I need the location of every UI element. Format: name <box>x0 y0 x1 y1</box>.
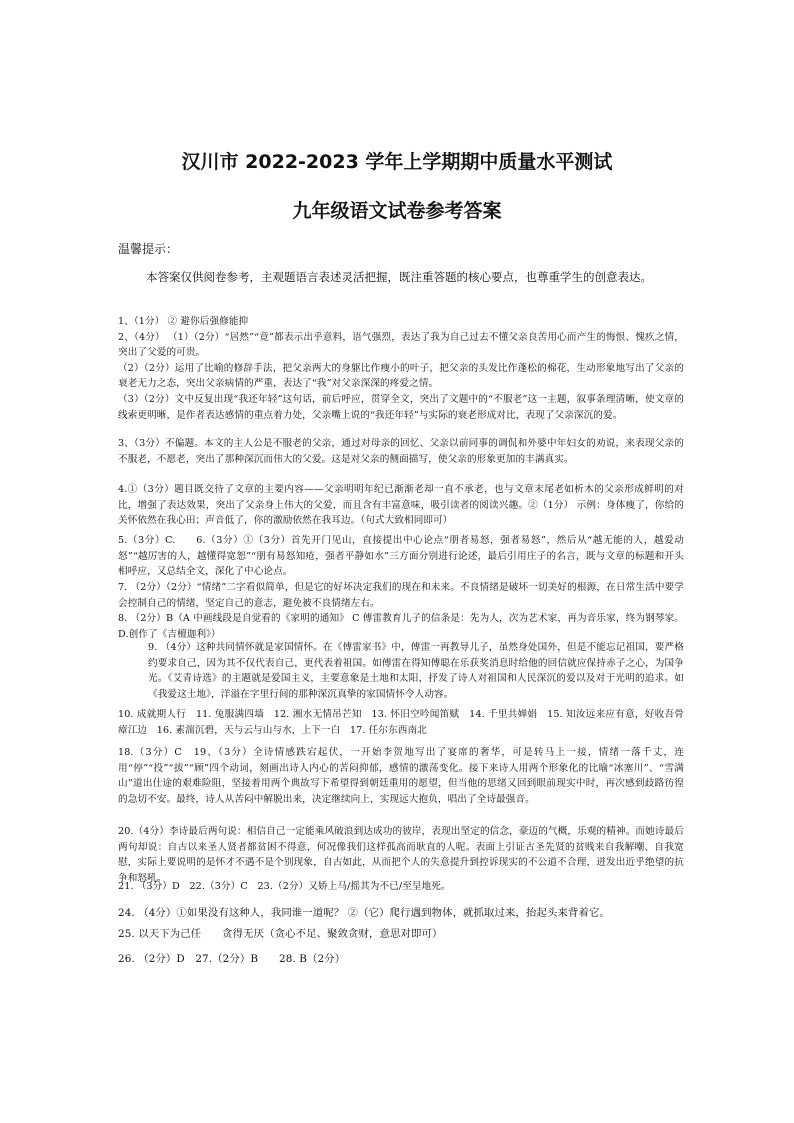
answer-20: 20.（4分）李诗最后两句说：相信自己一定能乘风破浪到达成功的彼岸，表现出坚定的信念，豪迈的气概，乐观的精神。而她诗最后两句却说：自古以来圣人贤者都贫困不得意，何况像我们这样孤高而耿直的人呢。表面上引证古圣先贤的贫贱来自我解嘲、自我宽慰，实际上要说明的是怀才不遇不是个别现象，自古如此，从而把个人的失意提升到控诉现实的不公道不合理，迸发出近乎绝望的抗争和怒吼。 <box>118 826 684 884</box>
answer-1: 1、（1分） ② 避你后强修能抑 <box>118 316 249 327</box>
reminder-label: 温馨提示： <box>118 242 179 256</box>
answer-18-19: 18.（3分）C 19、（3分）全诗情感跌宕起伏，一开始李贺地写出了宴席的奢华，可是转马上一接，情绪一落千丈，连用“停”“投”“拔”“顾”四个动词，刻画出诗人内心的苦闷抑郁，感情的激荡变化。接下来诗人用两个形象化的比喻“冰塞川”、“雪满山”道出仕途的艰难险阻，坚接着用两个典故写下希望得到朝廷重用的愿望，但当他的思绪又回到眼前现实中时，再次感到歧路彷徨的急切不安。最终，诗人从苦闷中解脱出来，决定继续向上，实现远大抱负，唱出了全诗最强音。 <box>118 747 684 805</box>
answer-10-17: 10. 成就期人行 11. 兔服满四墙 12. 湘水无情吊芒知 13. 怀旧空吟闻笛赋 14. 千里共婵娟 15. 知汝远来应有意，好收吾骨瘴江边 16. 素湍沉碧，天与云与山与水，上下一白 17. 任尔东西南北 <box>118 709 684 736</box>
answer-26-28: 26. （2分）D 27.（2分）B 28. B（2分） <box>118 953 346 965</box>
answer-block-1-2 <box>118 314 684 423</box>
answer-9: 9. （4分）这种共同情怀就是家国情怀。在《傅雷家书》中，傅雷一再教导儿子，虽然身处国外，但是不能忘记祖国，要严格约要求自己，因为其不仅代表自己，更代表着祖国。如傅雷在得知傅聪在乐获奖消息时给他的回信就应保持赤子之心，为国争光。《艾青诗选》的主题就是爱国主义，主要意象是土地和太阳，抒发了诗人对祖国和人民深沉的爱以及对于光明的追求。如《我爱这土地》，洋溢在字里行间的那种深沉真挚的家国情怀令人动容。 <box>148 642 684 700</box>
answer-8: 8. （2分）B（A 中画线段是自觉看的《家明的通知》 C 傅雷教育儿子的信条是：先为人，次为艺术家，再为音乐家，终为钢琴家。 D.创作了《吉檀迦利》） <box>118 613 684 640</box>
answer-2-3: （3）（2分）文中反复出现“我还年轻”这句话，前后呼应，贯穿全文，突出了文题中的“不服老”这一主题，叙事条理清晰，使文章的线索更明晰，是作者表达感情的重点着力处，父亲嘴上说的“我还年轻”与实际的衰老形成对比，表现了父亲深沉的爱。 <box>118 393 684 421</box>
answer-21-23: 21. （3分）D 22.（3分）C 23.（2分）又娇上马/摇其为不已/至呈地死。 <box>118 881 451 892</box>
answer-7: 7. （2分）（2分）“情绪”二字看似简单，但是它的好坏决定我们的现在和未来。不良情绪是破坏一切美好的根源，在日常生活中要学会控制自己的情绪，坚定自己的意志，避免被不良情绪左右。 <box>118 582 684 609</box>
page-subtitle: 九年级语文试卷参考答案 <box>292 200 502 222</box>
answer-5-6: 5.（3分）C. 6.（3分）①（3分）首先开门见山，直接提出中心论点“朋者易怒，强者易怒”，然后从“越无能的人，越爱动怒”“越厉害的人，越懂得宽恕”“朋有易怒知疮，强者平静如水”三方面分别进行论述，最后引用庄子的名言，既与文章的标题和开头相呼应，又总结全文，深化了中心论点。 <box>118 535 684 578</box>
page-title: 汉川市 2022-2023 学年上学期期中质量水平测试 <box>181 151 613 173</box>
answer-25: 25. 以天下为己任 贪得无厌（贪心不足、聚敛贪财，意思对即可） <box>118 928 443 940</box>
answer-2-2: （2）（2分）运用了比喻的修辞手法，把父亲两大的身躯比作瘦小的叶子，把父亲的头发比作蓬松的棉花，生动形象地写出了父亲的衰老无力之态，突出父亲病情的严重，表达了“我”对父亲深深的疼爱之情。 <box>118 362 684 390</box>
answer-2-1: 2、（4分） （1）（2分）“居然”“竟”都表示出乎意料，语气强烈，表达了我为自己过去不懂父亲良苦用心而产生的悔恨、愧疚之情，突出了父爱的可贵。 <box>118 331 684 359</box>
answer-4: 4.①（3分）题目既交待了文章的主要内容——父亲明明年纪已渐渐老却一直不承老，也与文章末尾老如析木的父亲形成鲜明的对比，增强了表达效果，突出了父亲身上伟大的父爱，而且含有丰富意味，吸引读者的阅读兴趣。②（1分） 示例：身体瘦了，你给的关怀依然在我心田；声音低了，你的激励依然在我耳边。（句式大致相同即可） <box>118 484 684 527</box>
answer-3: 3、（3分）不偏题。本文的主人公是不服老的父亲，通过对母亲的回忆、父亲以前同事的调侃和外婆中年妇女的劝说，来表现父亲的不服老，不愿老，突出了那种深沉而伟大的父爱。这是对父亲的侧面描写，使父亲的形象更加的丰满真实。 <box>118 438 684 465</box>
reminder-text: 本答案仅供阅卷参考，主观题语言表述灵活把握，既注重答题的核心要点，也尊重学生的创意表达。 <box>146 270 652 284</box>
answer-24: 24. （4分）①如果没有这种人，我同谁一道呢？ ②（它）爬行遇到物体，就抓取过来，抬起头来背着它。 <box>118 907 610 919</box>
